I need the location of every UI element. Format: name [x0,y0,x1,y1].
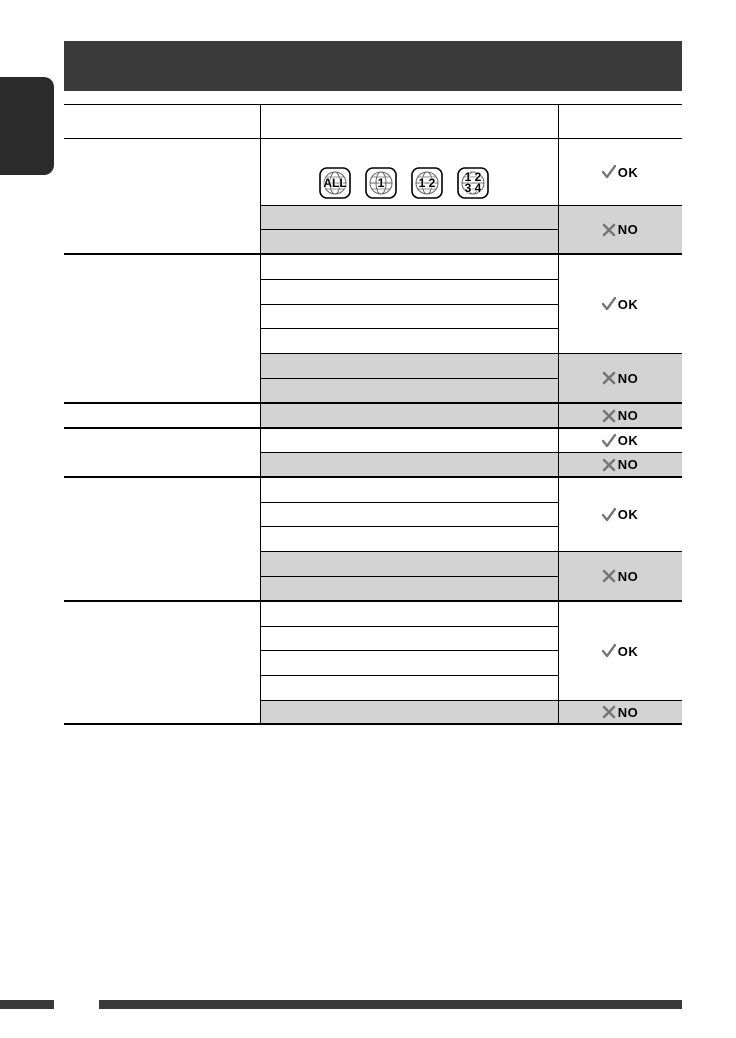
row-divider [260,229,558,230]
status-ok [558,602,682,700]
check-icon [602,434,616,448]
status-no-label: NO [617,568,639,584]
check-icon [602,508,616,522]
region-icon-text: 1 [377,175,385,190]
cross-icon [602,705,616,719]
status-ok [558,478,682,551]
language-side-tab [0,77,54,175]
region-1-2-3-4-icon [457,167,489,199]
status-ok [558,139,682,205]
region-icon-text: ALL [323,175,347,190]
table-top-rule [64,104,682,105]
status-no-label: NO [617,704,639,720]
cross-icon [602,223,616,237]
status-ok [558,255,682,353]
status-no-label: NO [617,457,639,472]
region-1-2-icon [411,167,443,199]
status-no-label: NO [617,370,639,386]
status-ok-label: OK [617,164,639,180]
row-divider [260,378,558,379]
region-icon-text: 1 2 3 4 [464,170,482,195]
column-divider [260,104,261,724]
status-no [558,354,682,402]
status-ok [558,429,682,452]
cross-icon [602,371,616,385]
row-divider [260,328,558,329]
row-divider [260,650,558,651]
row-divider [260,626,558,627]
check-icon [602,297,616,311]
table-title-bar [64,41,682,91]
row-divider [260,279,558,280]
table-bottom-rule [64,723,682,725]
row-divider [260,502,558,503]
disc-row-unsupported [260,403,558,428]
status-no [558,453,682,476]
check-icon [602,644,616,658]
cross-icon [602,569,616,583]
row-divider [260,526,558,527]
status-ok-label: OK [617,643,639,659]
disc-row-unsupported [260,453,558,477]
row-divider [260,304,558,305]
status-no [558,701,682,723]
status-no-label: NO [617,222,639,237]
all-regions-icon [319,167,351,199]
status-no [558,552,682,600]
status-ok-label: OK [617,507,639,522]
footer-bar-left [0,1000,54,1009]
row-divider [260,675,558,676]
status-ok-label: OK [617,296,639,312]
status-no [558,206,682,253]
region-icons [319,167,489,199]
check-icon [602,165,616,179]
row-divider [260,576,558,577]
footer-bar-right [99,1000,682,1009]
disc-row-unsupported [260,700,558,724]
cross-icon [602,409,616,423]
status-no [558,404,682,427]
region-1-icon [365,167,397,199]
status-no-label: NO [617,408,639,423]
cross-icon [602,458,616,472]
region-icon-text: 1 2 [418,175,436,190]
status-ok-label: OK [617,433,639,448]
